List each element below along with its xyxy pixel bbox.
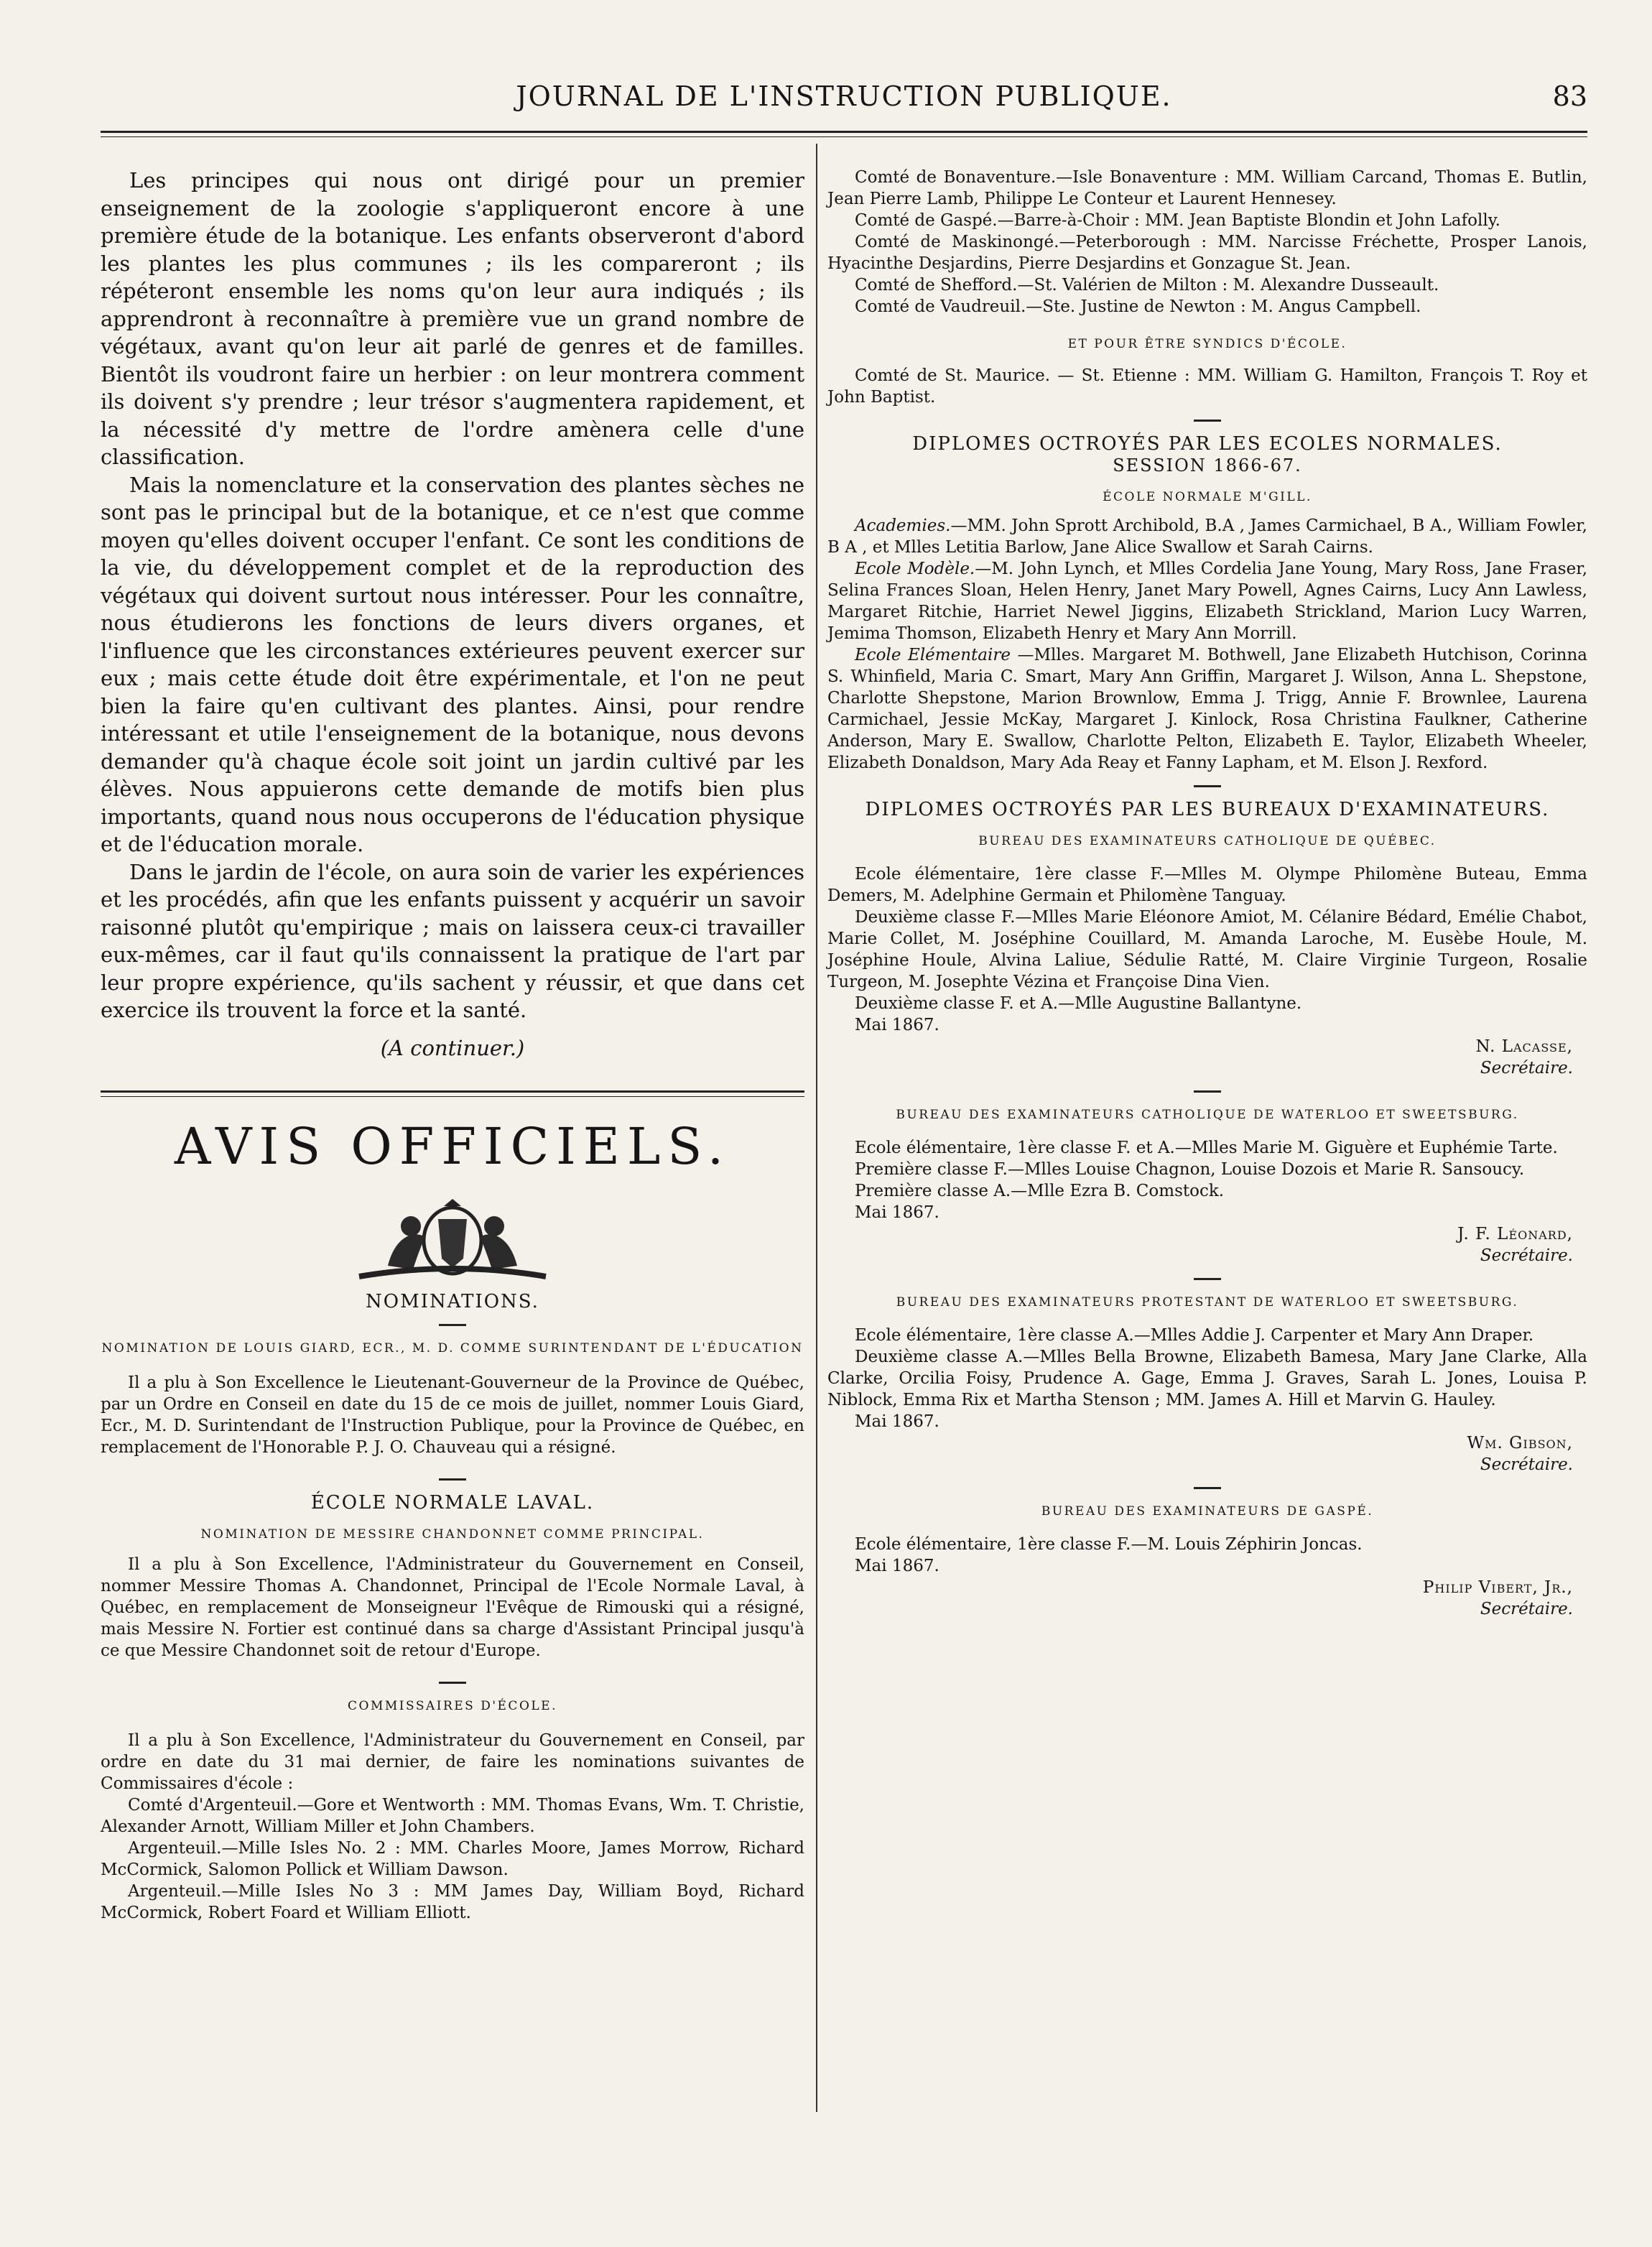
mcgill-item-label: Ecole Elémentaire: [855, 646, 1011, 664]
header-rule-thin: [101, 136, 1587, 137]
comte-item: Comté de Maskinongé.—Peterborough : MM. Narcisse Fréchette, Prosper Lanois, Hyacinthe Desjardins, Pierre Desjardins et Gonzague St. Jean.: [827, 233, 1587, 273]
commissaires-heading: COMMISSAIRES D'ÉCOLE.: [348, 1699, 557, 1713]
comte-item: Comté de Shefford.—St. Valérien de Milton : M. Alexandre Dusseault.: [855, 276, 1439, 295]
board-signer: Wm. Gibson,: [1467, 1434, 1573, 1453]
commissaire-item: Argenteuil.—Mille Isles No. 2 : MM. Charles Moore, James Morrow, Richard McCormick, Salomon Pollick et William Dawson.: [101, 1839, 804, 1879]
board-item: Ecole élémentaire, 1ère classe F.—M. Louis Zéphirin Joncas.: [855, 1535, 1363, 1554]
page-header: [101, 80, 1587, 124]
header-rule: [101, 131, 1587, 133]
mcgill-item-label: Academies.: [855, 516, 951, 535]
to-be-continued: (A continuer.): [380, 1035, 525, 1060]
dash-separator: [439, 1478, 466, 1481]
giard-text: Il a plu à Son Excellence le Lieutenant-Gouverneur de la Province de Québec, par un Ordre en Conseil en date du 15 de ce mois de juillet, nommer Louis Giard, Ecr., M. D. Surintendant de l'Instruction Publique, pour la Province de Québec, en remplacement de l'Honorable P. J. O. Chauveau qui a résigné.: [101, 1373, 804, 1457]
column-divider: [816, 144, 817, 2112]
article-paragraph: Dans le jardin de l'école, on aura soin de varier les expériences et les procédés, afin que les enfants puissent y acquérir un savoir raisonné plutôt qu'empirique ; mais on laissera ceux-ci travailler eux-mêmes, car il faut qu'ils connaissent la pratique de l'art par leur propre expérience, qu'ils sachent y réussir, et que dans cet exercice ils trouvent la force et la santé.: [101, 859, 804, 1022]
normales-title: DIPLOMES OCTROYÉS PAR LES ECOLES NORMALES.: [912, 433, 1503, 455]
board-item: Deuxième classe A.—Mlles Bella Browne, Elizabeth Bamesa, Mary Jane Clarke, Alla Clarke, Orcilia Foisy, Prudence A. Gage, Emma J. Graves, Sarah L. Jones, Louisa P. Niblock, Emma Rix et Martha Stenson ; MM. James A. Hill et Marvin G. Hauley.: [827, 1348, 1587, 1409]
board-item: Première classe F.—Mlles Louise Chagnon, Louise Dozois et Marie R. Sansoucy.: [855, 1160, 1525, 1179]
article-paragraph: Mais la nomenclature et la conservation des plantes sèches ne sont pas le principal but de la botanique, et ce n'est que comme moyen qu'elles doivent occuper l'enfant. Ce sont les conditions de la vie, du développement complet et de la reproduction des végétaux qui doivent surtout nous intéresser. Pour les connaître, nous étudierons les fonctions de leurs divers organes, et l'influence que les circonstances extérieures peuvent exercer sur eux ; mais cette étude doit être expérimentale, et l'on ne peut bien la faire qu'en cultivant des plantes. Ainsi, pour rendre intéressant et utile l'enseignement de la botanique, nous devons demander qu'à chaque école soit joint un jardin cultivé par les élèves. Nous appuierons cette demande de motifs bien plus importants, quand nous nous occuperons de l'éducation physique et de l'éducation morale.: [101, 472, 804, 856]
normales-session: SESSION 1866-67.: [1113, 455, 1302, 476]
dash-separator: [1194, 1487, 1221, 1489]
laval-heading: NOMINATION DE MESSIRE CHANDONNET COMME PRINCIPAL.: [200, 1527, 705, 1542]
running-title: JOURNAL DE L'INSTRUCTION PUBLIQUE.: [516, 80, 1172, 112]
board-item: Première classe A.—Mlle Ezra B. Comstock.: [855, 1182, 1225, 1200]
page-number: 83: [1552, 80, 1587, 112]
dash-separator: [439, 1324, 466, 1326]
dash-separator: [439, 1682, 466, 1684]
bureaux-title: DIPLOMES OCTROYÉS PAR LES BUREAUX D'EXAMINATEURS.: [865, 799, 1550, 820]
board-item: Ecole élémentaire, 1ère classe A.—Mlles Addie J. Carpenter et Mary Ann Draper.: [855, 1326, 1534, 1345]
nominations-title: NOMINATIONS.: [366, 1291, 539, 1312]
botany-article: [101, 167, 804, 1062]
syndics-text: Comté de St. Maurice. — St. Etienne : MM. William G. Hamilton, François T. Roy et John Baptist.: [827, 366, 1587, 407]
mcgill-item-text: —MM. John Sprott Archibold, B.A , James Carmichael, B A., William Fowler, B A , et Mlles Letitia Barlow, Jane Alice Swallow et Sarah Cairns.: [827, 516, 1587, 557]
board-signer: J. F. Léonard,: [1457, 1225, 1573, 1243]
mcgill-heading: ÉCOLE NORMALE M'GILL.: [1103, 490, 1312, 504]
board-signer: N. Lacasse,: [1475, 1037, 1573, 1056]
laval-title: ÉCOLE NORMALE LAVAL.: [310, 1492, 595, 1514]
commissaire-item: Comté d'Argenteuil.—Gore et Wentworth : MM. Thomas Evans, Wm. T. Christie, Alexander Arnott, William Miller et John Chambers.: [101, 1796, 804, 1836]
board-date: Mai 1867.: [855, 1016, 939, 1034]
giard-heading: NOMINATION DE LOUIS GIARD, ECR., M. D. COMME SURINTENDANT DE L'ÉDUCATION: [101, 1341, 804, 1356]
comte-item: Comté de Vaudreuil.—Ste. Justine de Newton : M. Angus Campbell.: [855, 297, 1421, 316]
right-column: [827, 167, 1587, 1620]
dash-separator: [1194, 785, 1221, 787]
board-signer: Philip Vibert, Jr.,: [1422, 1578, 1573, 1597]
board-item: Deuxième classe F. et A.—Mlle Augustine Ballantyne.: [855, 994, 1302, 1013]
dash-separator: [1194, 420, 1221, 422]
left-column: [101, 167, 804, 1924]
board-date: Mai 1867.: [855, 1557, 939, 1575]
laval-text: Il a plu à Son Excellence, l'Administrateur du Gouvernement en Conseil, nommer Messire Thomas A. Chandonnet, Principal de l'Ecole Normale Laval, à Québec, en remplacement de Monseigneur l'Evêque de Rimouski qui a résigné, mais Messire N. Fortier est continué dans sa charge d'Assistant Principal jusqu'à ce que Messire Chandonnet soit de retour d'Europe.: [101, 1555, 804, 1660]
mcgill-item-text: —Mlles. Margaret M. Bothwell, Jane Elizabeth Hutchison, Corinna S. Whinfield, Maria C. Smart, Mary Ann Griffin, Margaret J. Wilson, Anna L. Shepstone, Charlotte Shepstone, Marion Brownlow, Emma J. Trigg, Annie F. Brownlee, Laurena Carmichael, Jessie McKay, Margaret J. Kinlock, Rosa Christina Faulkner, Catherine Anderson, Mary E. Swallow, Charlotte Pelton, Elizabeth E. Taylor, Elizabeth Wheeler, Elizabeth Donaldson, Mary Ada Reay et Fanny Lapham, et M. Elson J. Rexford.: [827, 646, 1587, 772]
board-role: Secrétaire.: [1480, 1059, 1573, 1078]
board-role: Secrétaire.: [1480, 1455, 1573, 1474]
board-heading: BUREAU DES EXAMINATEURS CATHOLIQUE DE WATERLOO ET SWEETSBURG.: [896, 1108, 1519, 1122]
dash-separator: [1194, 1278, 1221, 1280]
comte-item: Comté de Gaspé.—Barre-à-Choir : MM. Jean Baptiste Blondin et John Lafolly.: [855, 211, 1500, 230]
royal-crest-emblem: [345, 1197, 560, 1284]
section-rule: [101, 1090, 804, 1097]
commissaires-intro: Il a plu à Son Excellence, l'Administrateur du Gouvernement en Conseil, par ordre en date du 31 mai dernier, de faire les nominations suivantes de Commissaires d'école :: [101, 1731, 804, 1793]
mcgill-item-label: Ecole Modèle.: [855, 560, 975, 578]
mcgill-item: [827, 558, 1587, 644]
article-paragraph: Les principes qui nous ont dirigé pour un premier enseignement de la zoologie s'appliqueront encore à une première étude de la botanique. Les enfants observeront d'abord les plantes les plus communes ; ils les compareront ; ils répéteront ensemble les noms qu'on leur aura indiqués ; ils apprendront à reconnaître à première vue un grand nombre de végétaux, avant qu'on leur ait parlé de genres et de familles. Bientôt ils voudront faire un herbier : on leur montrera comment ils doivent s'y prendre ; leur trésor s'augmentera rapidement, et la nécessité d'y mettre de l'ordre amènera celle d'une classification.: [101, 168, 804, 469]
board-heading: BUREAU DES EXAMINATEURS DE GASPÉ.: [1041, 1504, 1374, 1519]
dash-separator: [1194, 1090, 1221, 1093]
mcgill-item-text: —M. John Lynch, et Mlles Cordelia Jane Young, Mary Ross, Jane Fraser, Selina Frances Sloan, Helen Henry, Janet Mary Powell, Agnes Cairns, Lucy Ann Lawless, Margaret Ritchie, Harriet Newel Jiggins, Elizabeth Strickland, Marion Lucy Warren, Jemima Thomson, Elizabeth Henry et Mary Ann Morrill.: [827, 560, 1588, 643]
board-heading: BUREAU DES EXAMINATEURS CATHOLIQUE DE QUÉBEC.: [978, 834, 1437, 848]
comte-item: Comté de Bonaventure.—Isle Bonaventure : MM. William Carcand, Thomas E. Butlin, Jean Pierre Lamb, Philippe Le Conteur et Laurent Hennesey.: [827, 168, 1587, 208]
commissaire-item: Argenteuil.—Mille Isles No 3 : MM James Day, William Boyd, Richard McCormick, Robert Foard et William Elliott.: [101, 1882, 804, 1922]
mcgill-item: [827, 515, 1587, 558]
mcgill-item: [827, 644, 1587, 774]
syndics-heading: ET POUR ÊTRE SYNDICS D'ÉCOLE.: [1067, 337, 1347, 351]
board-item: Ecole élémentaire, 1ère classe F.—Mlles M. Olympe Philomène Buteau, Emma Demers, M. Adelphine Germain et Philomène Tanguay.: [827, 865, 1587, 905]
board-date: Mai 1867.: [855, 1203, 939, 1222]
board-date: Mai 1867.: [855, 1412, 939, 1431]
board-item: Ecole élémentaire, 1ère classe F. et A.—Mlles Marie M. Giguère et Euphémie Tarte.: [855, 1139, 1558, 1157]
board-item: Deuxième classe F.—Mlles Marie Eléonore Amiot, M. Célanire Bédard, Emélie Chabot, Marie Collet, M. Joséphine Couillard, M. Amanda Laroche, M. Eusèbe Houle, M. Joséphine Houle, Alvina Laliue, Sédulie Ratté, M. Claire Virginie Turgeon, Rosalie Turgeon, M. Josephte Vézina et Françoise Dina Vien.: [827, 908, 1587, 991]
avis-officiels-title: AVIS OFFICIELS.: [174, 1117, 731, 1176]
board-heading: BUREAU DES EXAMINATEURS PROTESTANT DE WATERLOO ET SWEETSBURG.: [896, 1295, 1519, 1310]
board-role: Secrétaire.: [1480, 1246, 1573, 1265]
board-role: Secrétaire.: [1480, 1600, 1573, 1618]
